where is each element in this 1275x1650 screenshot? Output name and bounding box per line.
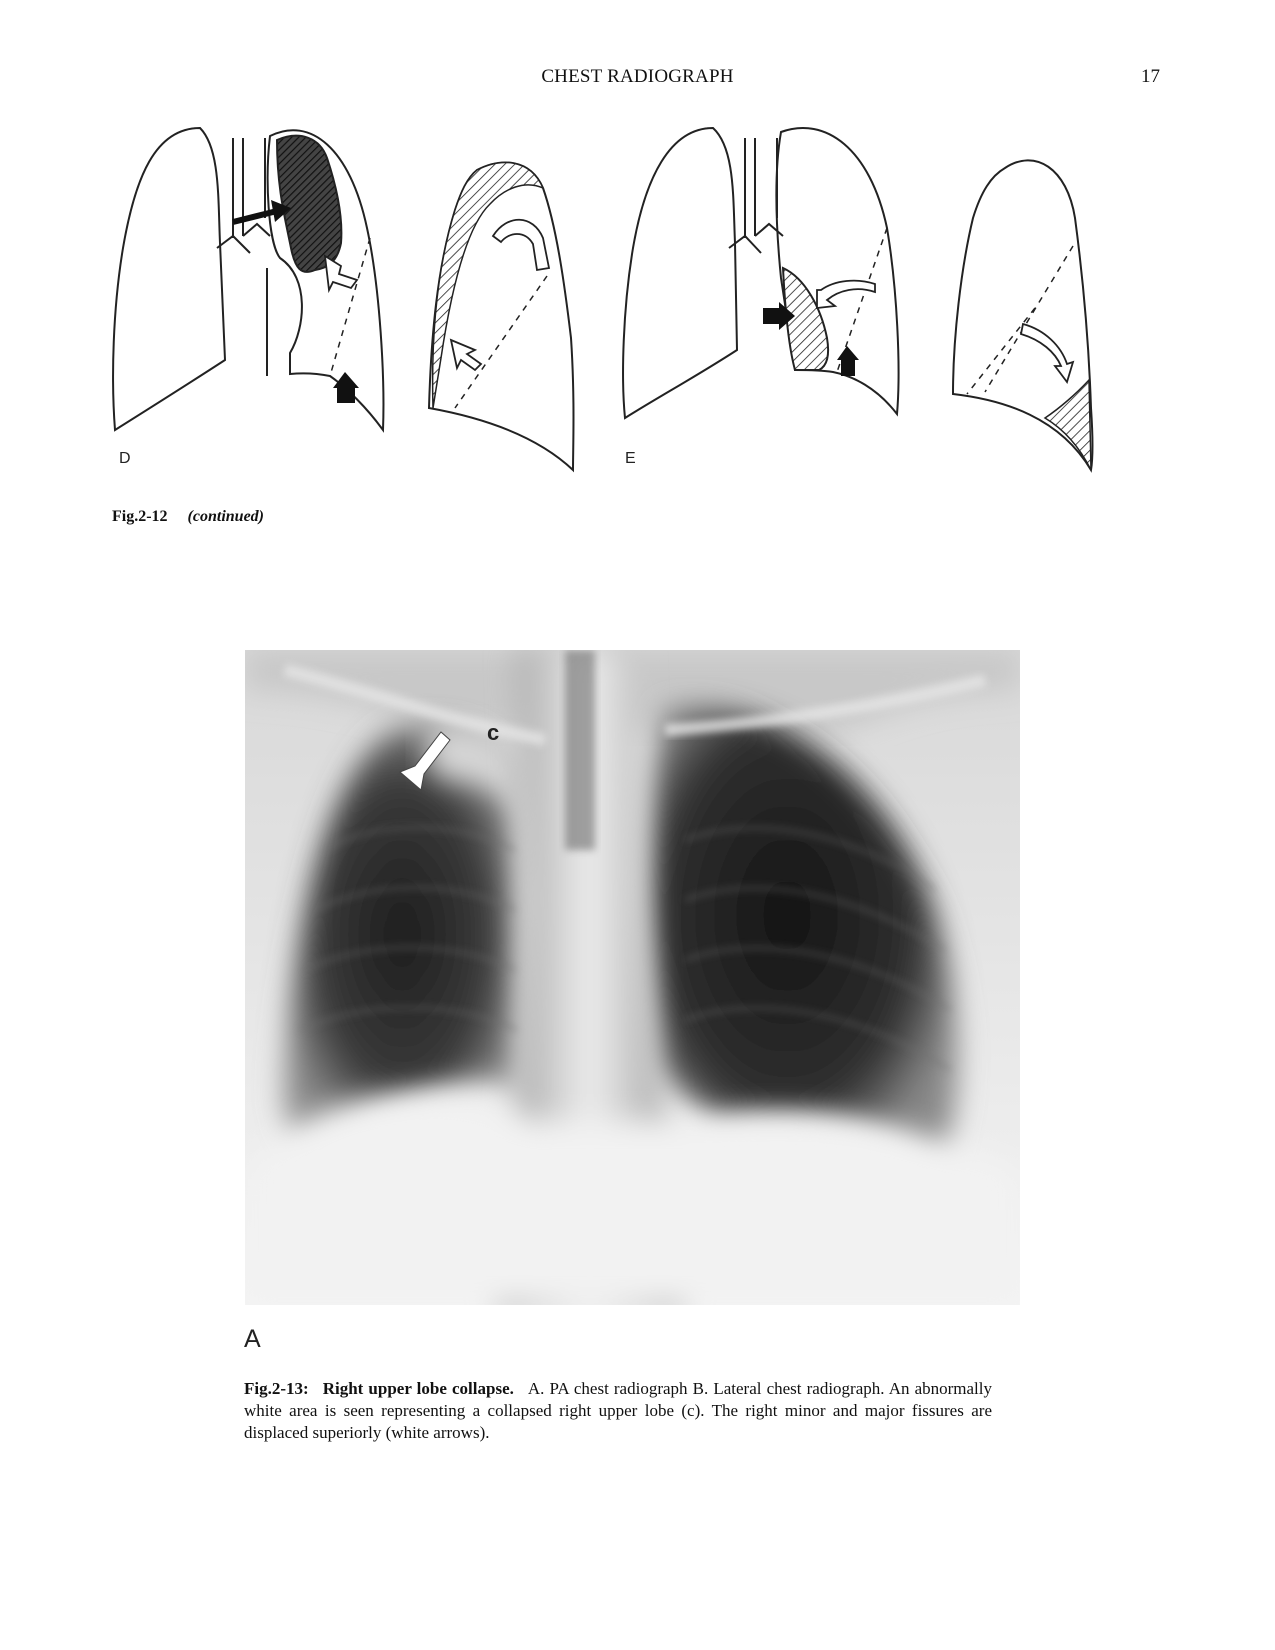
figure-2-13-caption: [244, 1378, 992, 1444]
panel-e-frontal-diagram: [623, 128, 898, 418]
hatch-wedge-e-lateral: [1045, 380, 1091, 470]
caption-number: Fig.2-13:: [244, 1379, 309, 1398]
collapsed-lobe-label: c: [487, 720, 500, 745]
white-arrow-icon: [325, 256, 357, 290]
caption-text: A. PA chest radiograph B. Lateral chest radiograph. An abnormally white area is seen representing a collapsed right upper lobe (c). The right minor and major fissures are displaced superiorly (white arrows).: [244, 1379, 993, 1442]
panel-letter-e: E: [625, 450, 636, 467]
figure-2-12-caption: [112, 508, 264, 526]
hatch-band-d-lateral: [433, 163, 543, 408]
caption-number: Fig.2-12: [112, 508, 168, 525]
caption-continued: (continued): [187, 508, 264, 525]
panel-letter-d: D: [119, 450, 131, 467]
running-head: CHEST RADIOGRAPH: [541, 66, 734, 87]
panel-d-lateral-diagram: [429, 163, 574, 470]
curved-white-arrow-icon: [1021, 324, 1073, 382]
caption-title: Right upper lobe collapse.: [322, 1379, 514, 1398]
curved-white-arrow-icon: [493, 220, 549, 270]
figure-part-letter: A: [244, 1325, 261, 1353]
figure-2-12-diagrams: [105, 118, 1165, 498]
black-up-arrow-icon: [837, 346, 859, 376]
collapsed-lobe-hatch-d: [277, 136, 341, 272]
page-number: 17: [1141, 66, 1160, 87]
pa-chest-radiograph: [245, 650, 1020, 1305]
curved-white-arrow-icon: [817, 281, 875, 308]
white-arrow-icon: [451, 340, 481, 370]
